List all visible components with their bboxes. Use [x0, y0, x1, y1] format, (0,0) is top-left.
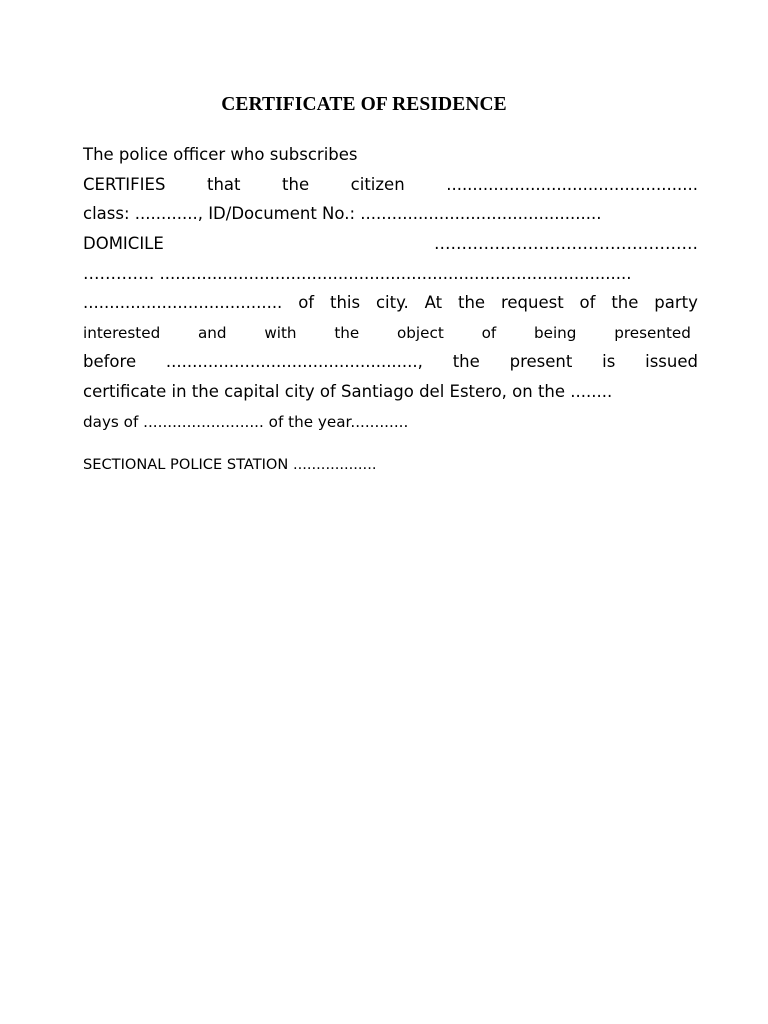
- the-word: the: [282, 175, 310, 194]
- domicile-blank: …………………………………………: [434, 234, 698, 253]
- certifies-word: CERTIFIES: [83, 175, 166, 194]
- before-line: [83, 352, 698, 372]
- capital-city-line: certificate in the capital city of Santiago del Estero, on the ........: [83, 382, 613, 401]
- word: is: [602, 352, 616, 371]
- word: city.: [375, 293, 409, 312]
- word: At: [424, 293, 443, 312]
- that-word: that: [206, 175, 241, 194]
- word: the: [457, 293, 486, 312]
- intro-line: The police officer who subscribes: [83, 145, 358, 164]
- word: of: [298, 293, 315, 312]
- word: interested: [83, 324, 161, 342]
- citizen-blank: ................................................: [446, 175, 698, 194]
- word: request: [500, 293, 564, 312]
- word: object: [397, 324, 444, 342]
- word: issued: [645, 352, 698, 371]
- word: the: [334, 324, 360, 342]
- date-line: days of ......................... of the year............: [83, 413, 409, 431]
- certifies-line: [83, 175, 698, 195]
- citizen-word: citizen: [350, 175, 405, 194]
- word: with: [264, 324, 297, 342]
- police-station-line: SECTIONAL POLICE STATION ..................: [83, 456, 377, 473]
- document-title: CERTIFICATE OF RESIDENCE: [221, 94, 507, 115]
- word: and: [198, 324, 227, 342]
- word: being: [533, 324, 577, 342]
- word: present: [509, 352, 573, 371]
- presented-before-blank: ................................................,: [165, 352, 423, 371]
- domicile-label: DOMICILE: [83, 234, 164, 253]
- city-request-line: [83, 293, 698, 313]
- word: this: [329, 293, 361, 312]
- word: party: [654, 293, 698, 312]
- class-id-line: class: ............, ID/Document No.: ..............................................: [83, 204, 602, 223]
- word: of: [481, 324, 497, 342]
- word: before: [83, 352, 137, 371]
- city-blank: ......................................: [83, 293, 283, 312]
- word: presented: [614, 324, 691, 342]
- interested-line: [83, 323, 691, 343]
- domicile-continuation-line: …………. ..........................................................................................: [83, 264, 632, 283]
- word: the: [452, 352, 480, 371]
- word: of: [579, 293, 596, 312]
- domicile-line: [83, 234, 698, 254]
- word: the: [611, 293, 639, 312]
